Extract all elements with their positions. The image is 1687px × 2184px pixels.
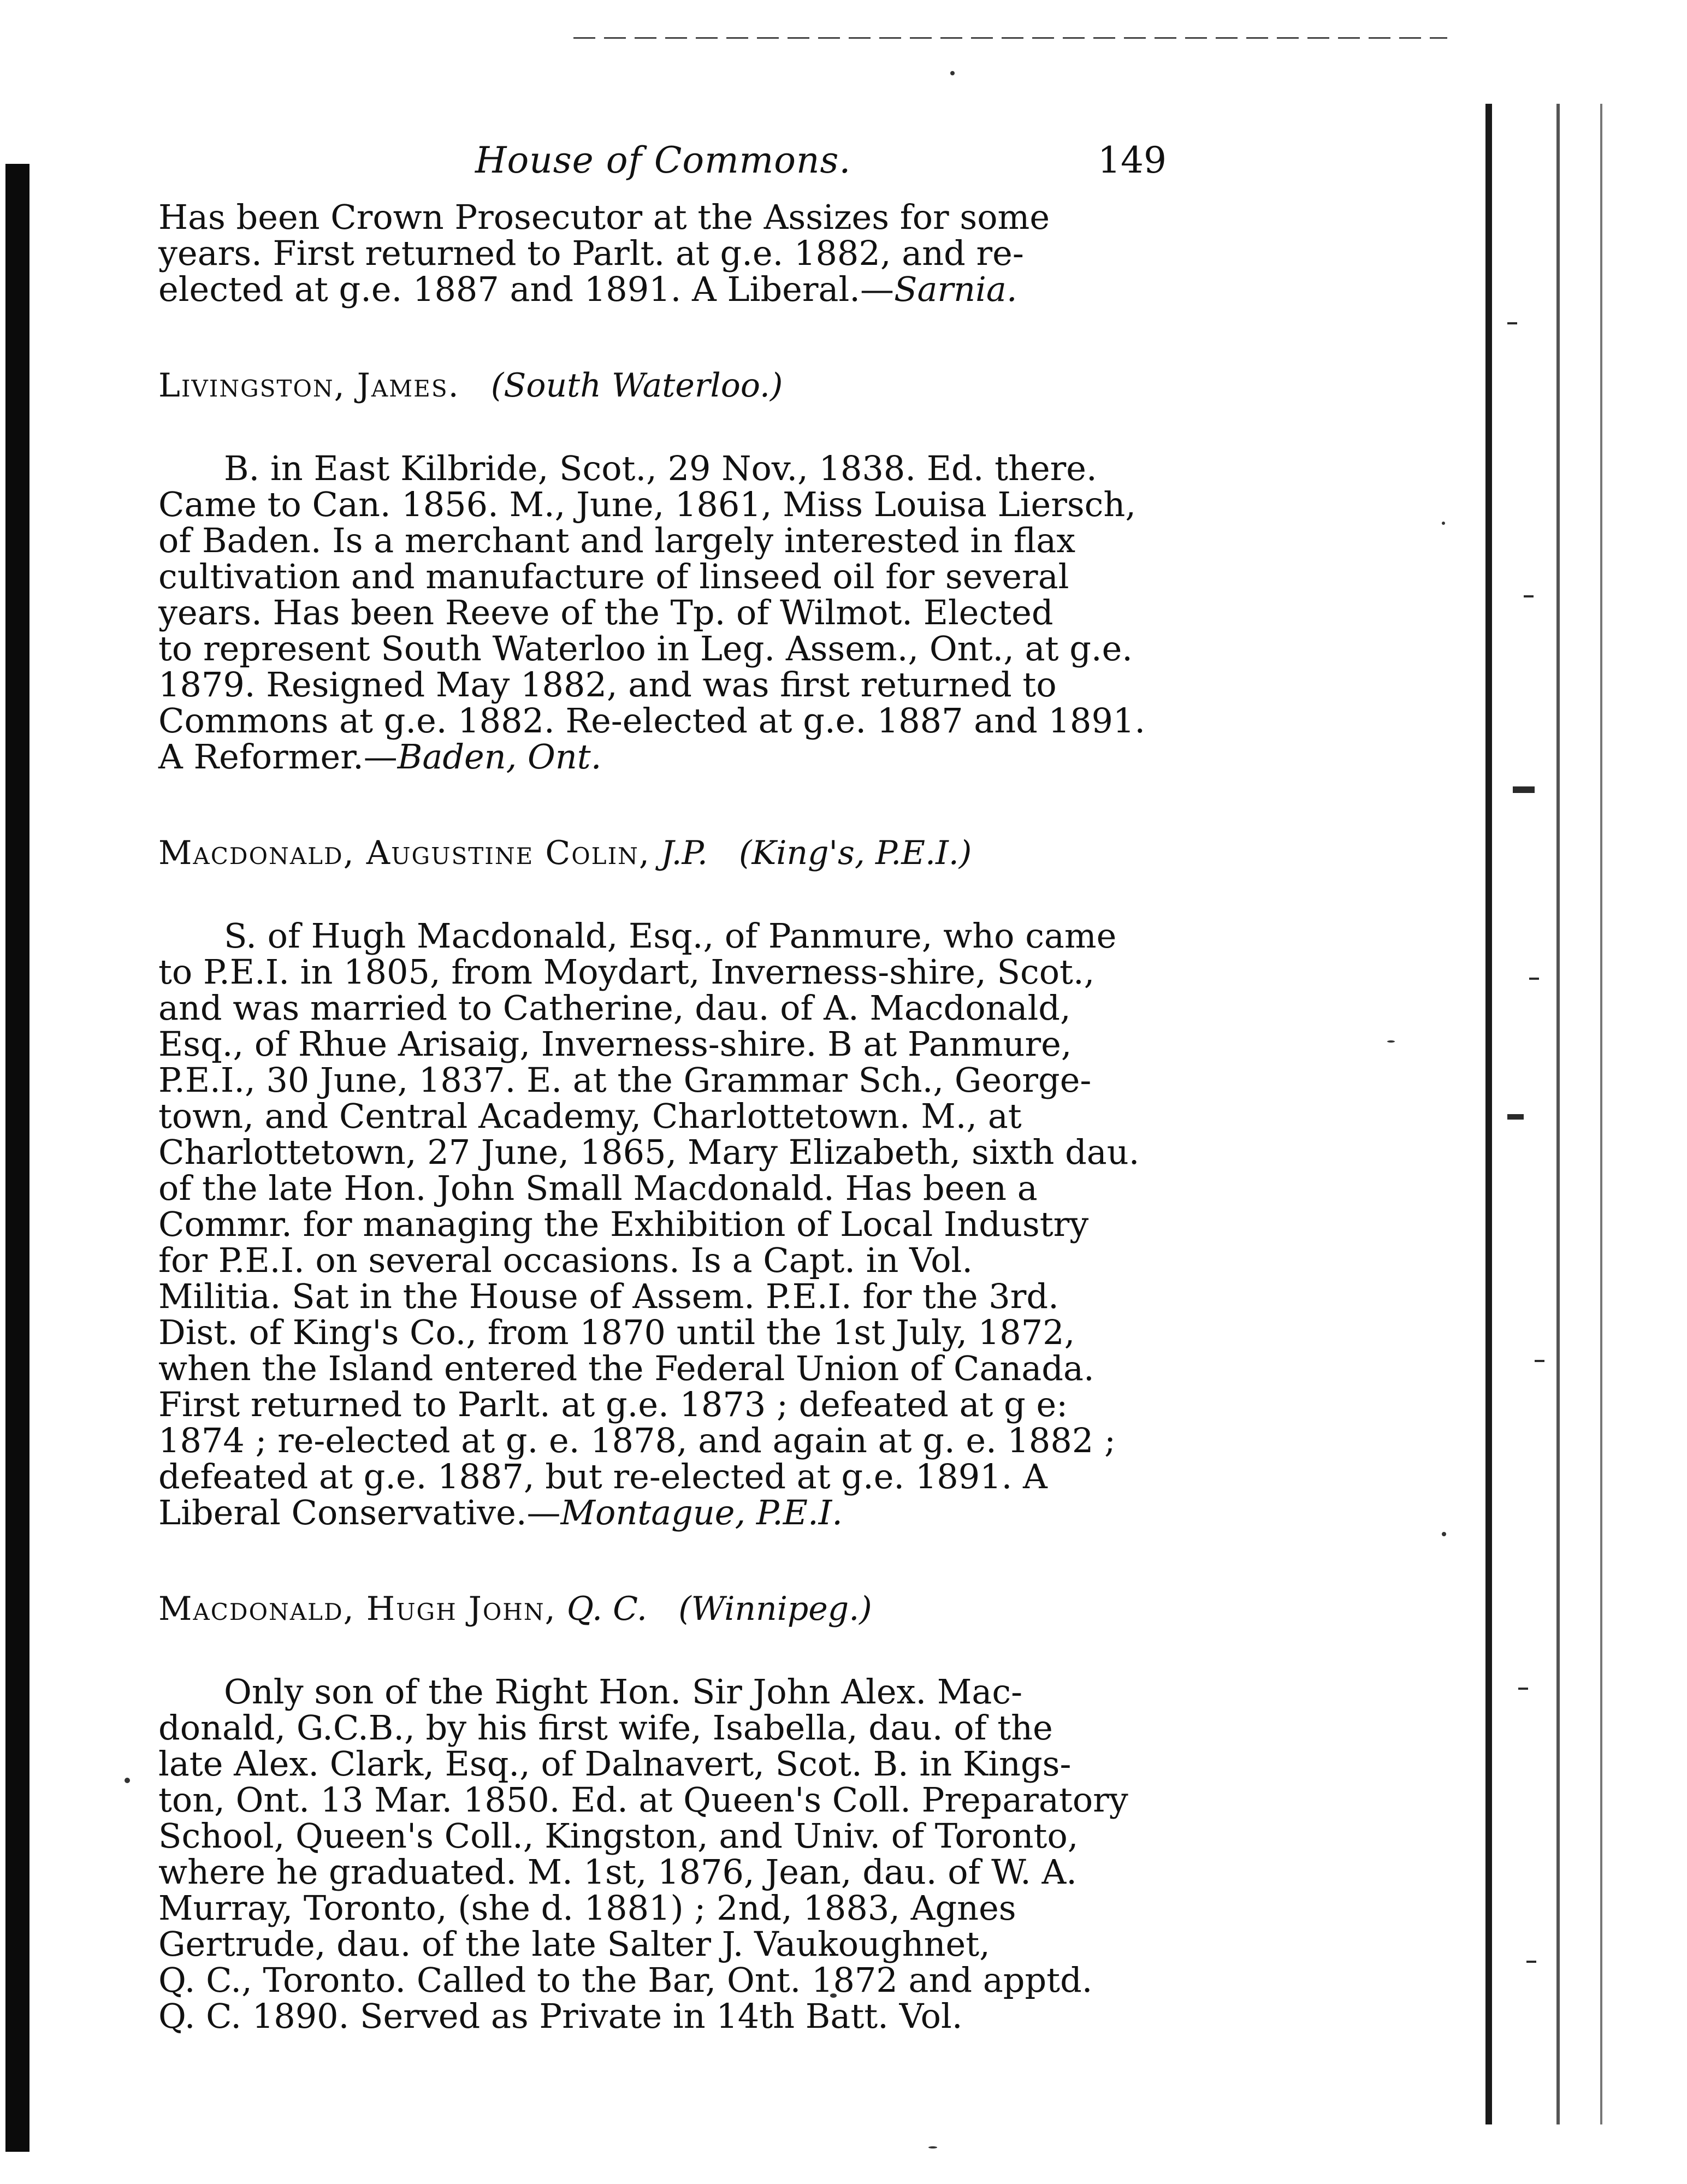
text-line: Q. C., Toronto. Called to the Bar, Ont. 1872 and apptd. xyxy=(158,1960,1093,2000)
text-line: S. of Hugh Macdonald, Esq., of Panmure, who came xyxy=(224,916,1117,956)
text-line: Gertrude, dau. of the late Salter J. Vaukoughnet, xyxy=(158,1924,990,1964)
text-line: Only son of the Right Hon. Sir John Alex. Mac- xyxy=(224,1672,1023,1712)
scan-binding-edge xyxy=(1475,104,1638,2124)
text-line: of the late Hon. John Small Macdonald. Has been a xyxy=(158,1168,1038,1208)
scan-speck xyxy=(1442,522,1445,525)
member-name: Macdonald, Hugh John, xyxy=(158,1590,557,1628)
text-line: Militia. Sat in the House of Assem. P.E.I. for the 3rd. xyxy=(158,1276,1059,1316)
text-line: elected at g.e. 1887 and 1891. A Liberal.—Sarnia. xyxy=(158,269,1017,309)
text-line: Has been Crown Prosecutor at the Assizes for some xyxy=(158,197,1050,237)
residence: Sarnia. xyxy=(894,269,1017,309)
text-line: donald, G.C.B., by his first wife, Isabella, dau. of the xyxy=(158,1708,1053,1748)
text-line: years. First returned to Parlt. at g.e. 1882, and re- xyxy=(158,233,1024,273)
text-line: A Reformer.—Baden, Ont. xyxy=(158,737,602,777)
entry-heading xyxy=(158,835,1196,871)
running-head-title: House of Commons. xyxy=(475,139,851,181)
text-line: 1874 ; re-elected at g. e. 1878, and again at g. e. 1882 ; xyxy=(158,1421,1116,1460)
text-line: late Alex. Clark, Esq., of Dalnavert, Scot. B. in Kings- xyxy=(158,1744,1072,1784)
scan-speck xyxy=(928,2146,937,2149)
text-line: Dist. of King's Co., from 1870 until the 1st July, 1872, xyxy=(158,1312,1075,1352)
scan-top-rule xyxy=(573,37,1447,39)
text-line: First returned to Parlt. at g.e. 1873 ; defeated at g e: xyxy=(158,1384,1068,1424)
text-line: School, Queen's Coll., Kingston, and Univ. of Toronto, xyxy=(158,1816,1079,1856)
biography-text xyxy=(158,918,1196,1531)
text-line: where he graduated. M. 1st, 1876, Jean, dau. of W. A. xyxy=(158,1852,1077,1892)
entry-heading xyxy=(158,1591,1196,1627)
constituency: (King's, P.E.I.) xyxy=(739,834,972,872)
continuation-paragraph xyxy=(158,199,1196,307)
scan-speck xyxy=(125,1778,130,1783)
text-line: Esq., of Rhue Arisaig, Inverness-shire. B at Panmure, xyxy=(158,1024,1072,1064)
text-line: Liberal Conservative.—Montague, P.E.I. xyxy=(158,1493,843,1532)
text-line: B. in East Kilbride, Scot., 29 Nov., 1838. Ed. there. xyxy=(224,448,1097,488)
running-head xyxy=(158,139,1196,199)
text-line: P.E.I., 30 June, 1837. E. at the Grammar Sch., George- xyxy=(158,1060,1092,1100)
scan-speck xyxy=(950,71,955,75)
member-name: Macdonald, Augustine Colin, xyxy=(158,834,650,872)
member-name: Livingston, James. xyxy=(158,366,460,405)
text-line: cultivation and manufacture of linseed oil for several xyxy=(158,557,1069,596)
text-line: Came to Can. 1856. M., June, 1861, Miss Louisa Liersch, xyxy=(158,484,1136,524)
biography-entry xyxy=(158,1591,1196,2034)
text-line: Charlottetown, 27 June, 1865, Mary Elizabeth, sixth dau. xyxy=(158,1132,1140,1172)
residence: Baden, Ont. xyxy=(397,737,602,777)
member-title: J.P. xyxy=(661,834,708,872)
member-title: Q. C. xyxy=(566,1590,647,1628)
scan-speck xyxy=(1442,1532,1446,1536)
text-line: to P.E.I. in 1805, from Moydart, Inverness-shire, Scot., xyxy=(158,952,1095,992)
biography-entry xyxy=(158,368,1196,775)
residence: Montague, P.E.I. xyxy=(560,1493,843,1532)
page xyxy=(158,139,1196,2034)
text-line: 1879. Resigned May 1882, and was first returned to xyxy=(158,665,1057,705)
text-line: Murray, Toronto, (she d. 1881) ; 2nd, 1883, Agnes xyxy=(158,1888,1016,1928)
entry-heading xyxy=(158,368,1196,404)
text-line: Commons at g.e. 1882. Re-elected at g.e. 1887 and 1891. xyxy=(158,701,1146,741)
biography-text xyxy=(158,448,1196,777)
text-line: when the Island entered the Federal Union of Canada. xyxy=(158,1348,1094,1388)
text-line: Commr. for managing the Exhibition of Local Industry xyxy=(158,1204,1089,1244)
scan-speck xyxy=(1387,1040,1395,1043)
biography-entry xyxy=(158,835,1196,1531)
text-line: years. Has been Reeve of the Tp. of Wilmot. Elected xyxy=(158,593,1053,632)
text-line: ton, Ont. 13 Mar. 1850. Ed. at Queen's Coll. Preparatory xyxy=(158,1780,1128,1820)
constituency: (Winnipeg.) xyxy=(678,1590,872,1628)
scan-edge-shadow xyxy=(5,164,29,2152)
text-line: Q. C. 1890. Served as Private in 14th Batt. Vol. xyxy=(158,1996,963,2036)
text-line: to represent South Waterloo in Leg. Assem., Ont., at g.e. xyxy=(158,629,1133,668)
constituency: (South Waterloo.) xyxy=(490,366,783,405)
page-number: 149 xyxy=(1098,139,1167,181)
text-line: town, and Central Academy, Charlottetown. M., at xyxy=(158,1096,1022,1136)
text-line: defeated at g.e. 1887, but re-elected at g.e. 1891. A xyxy=(158,1457,1047,1496)
biography-text xyxy=(158,1674,1196,2034)
text-line: and was married to Catherine, dau. of A. Macdonald, xyxy=(158,988,1071,1028)
text-line: for P.E.I. on several occasions. Is a Capt. in Vol. xyxy=(158,1240,973,1280)
text-line: of Baden. Is a merchant and largely interested in flax xyxy=(158,520,1076,560)
